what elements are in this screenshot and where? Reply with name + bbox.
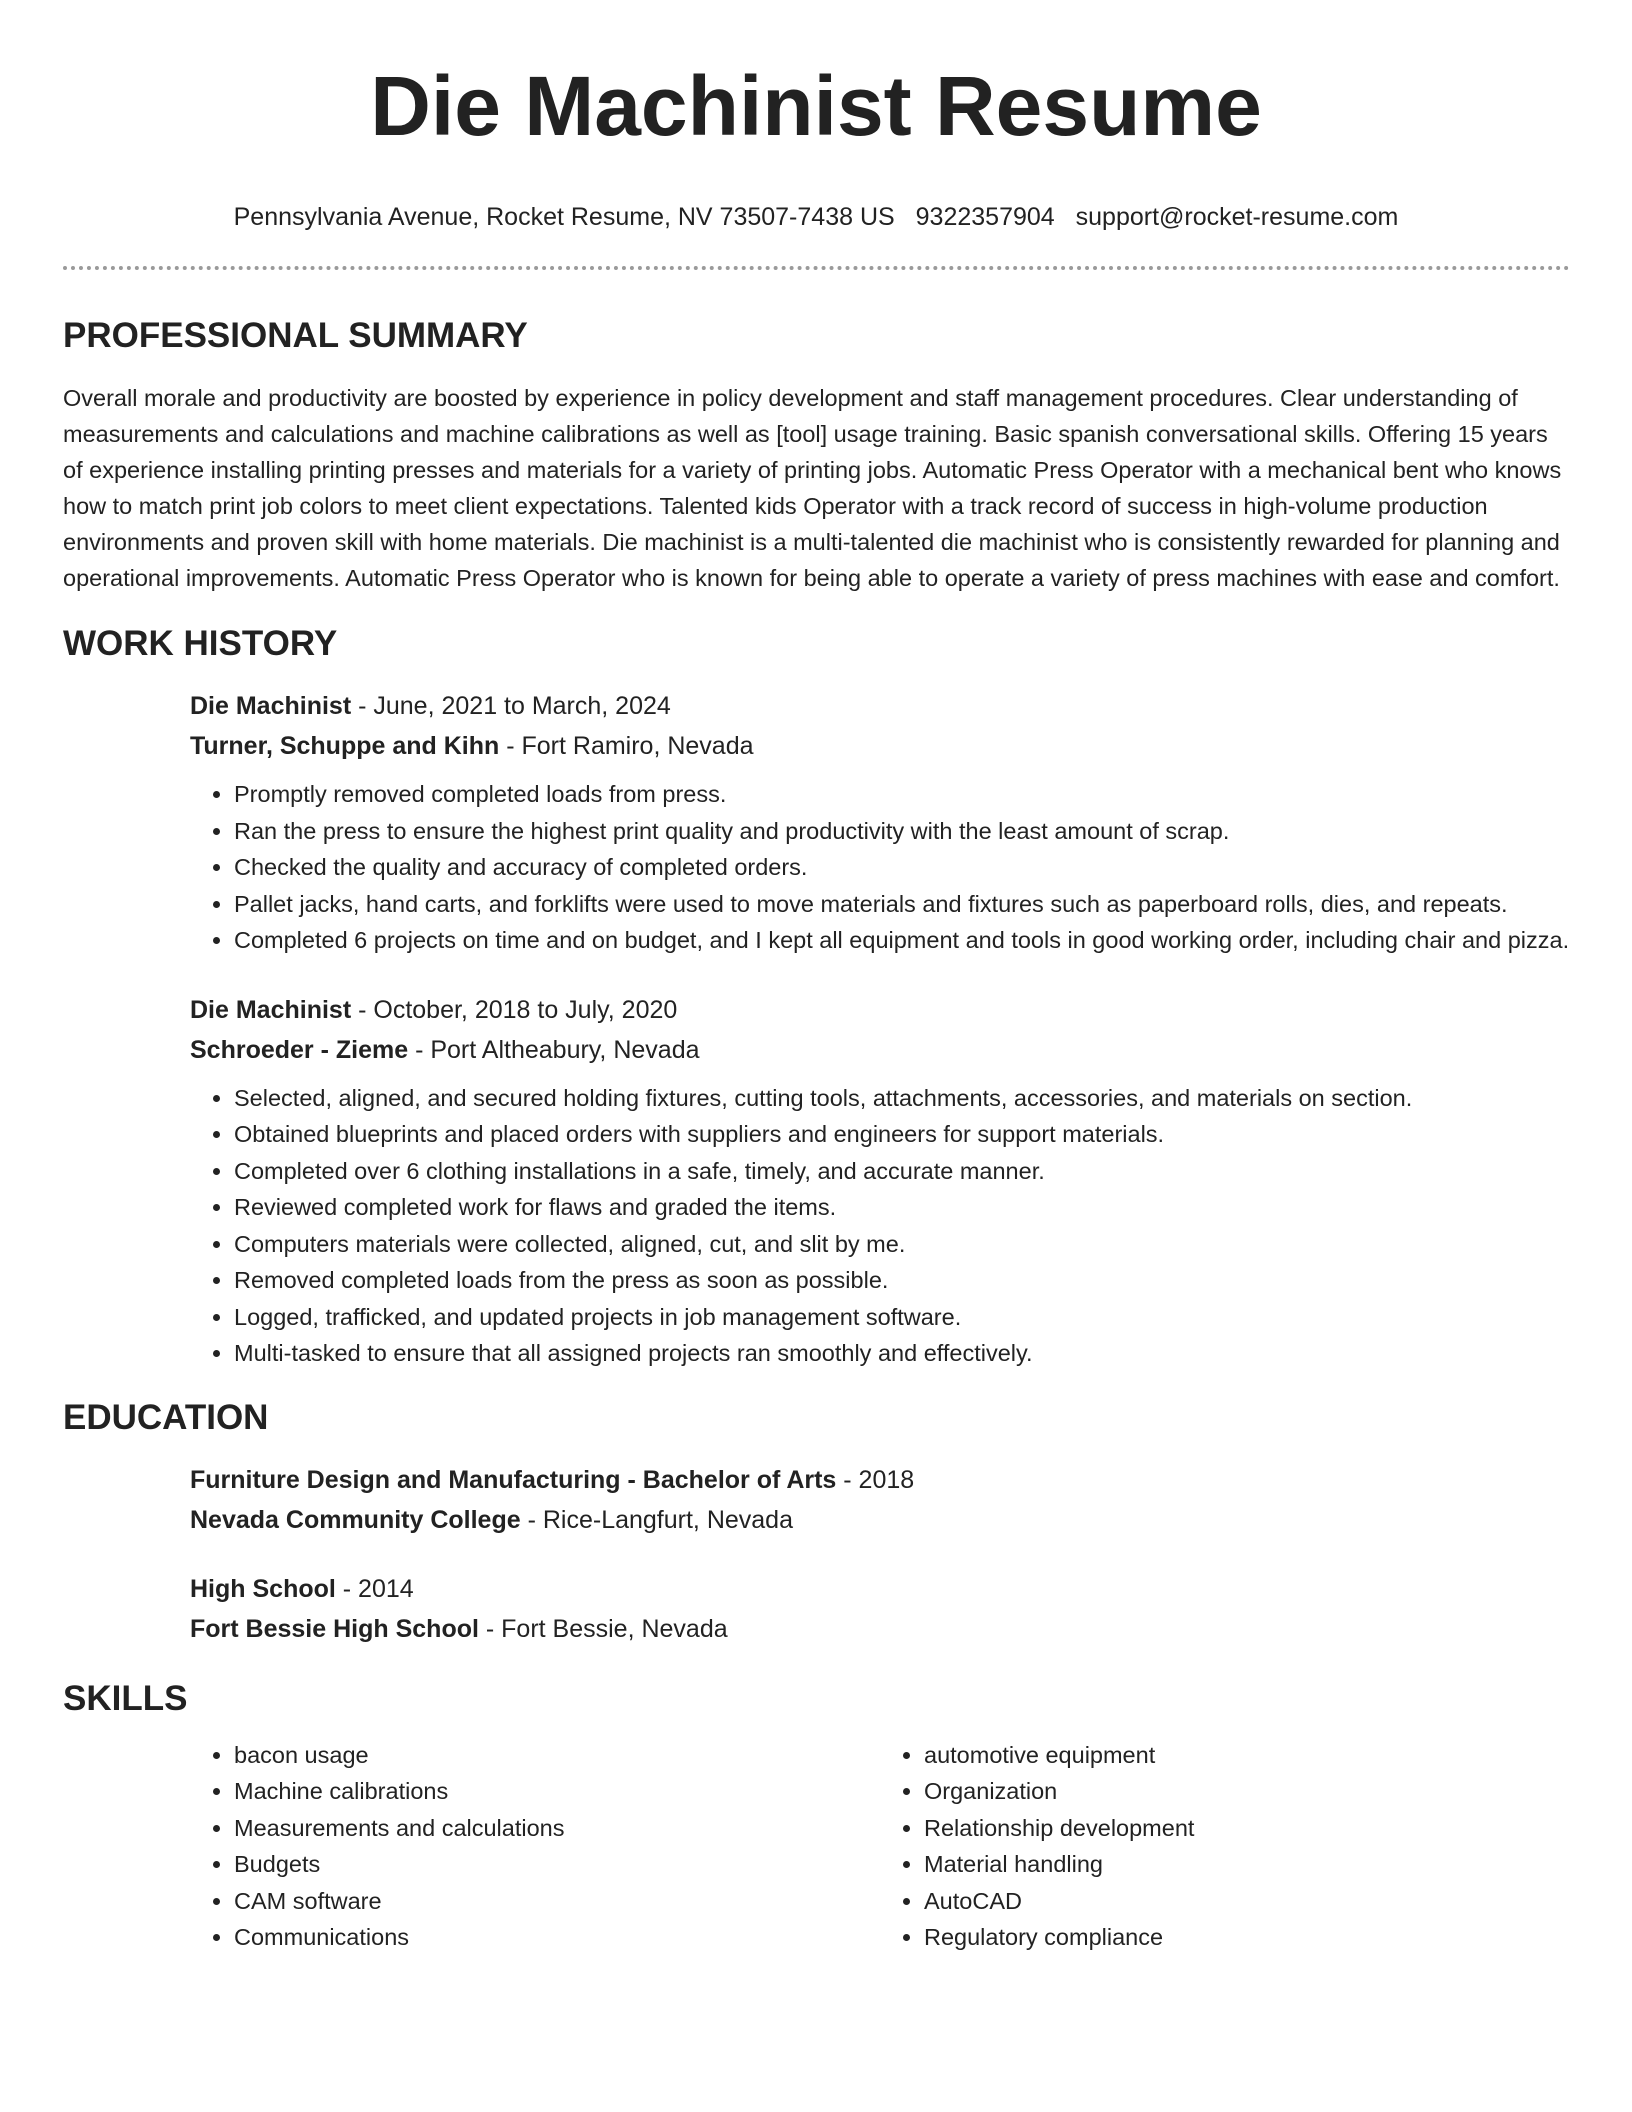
job-dates: - June, 2021 to March, 2024 bbox=[351, 692, 671, 720]
education-school-line bbox=[190, 1609, 1570, 1649]
list-item: • Completed over 6 clothing installations in a safe, timely, and accurate manner. bbox=[234, 1153, 1570, 1190]
job-entry bbox=[190, 990, 1570, 1372]
contact-line bbox=[0, 202, 1632, 232]
summary-heading: PROFESSIONAL SUMMARY bbox=[63, 316, 528, 355]
list-item: • Selected, aligned, and secured holding fixtures, cutting tools, attachments, accessories, and materials on section. bbox=[234, 1080, 1570, 1117]
summary-section bbox=[63, 314, 1570, 596]
education-school: Fort Bessie High School bbox=[190, 1614, 479, 1643]
work-heading: WORK HISTORY bbox=[63, 624, 338, 663]
list-item: • Promptly removed completed loads from press. bbox=[234, 776, 1570, 813]
skills-grid bbox=[190, 1737, 1570, 1956]
skill-item: • Machine calibrations bbox=[234, 1773, 880, 1810]
education-degree: High School bbox=[190, 1574, 336, 1603]
job-company: Schroeder - Zieme bbox=[190, 1035, 409, 1064]
skill-item: • Relationship development bbox=[924, 1810, 1570, 1847]
education-location: - Rice-Langfurt, Nevada bbox=[520, 1505, 793, 1534]
skill-item: • Communications bbox=[234, 1919, 880, 1956]
education-location: - Fort Bessie, Nevada bbox=[478, 1614, 728, 1643]
job-company-line bbox=[190, 1030, 1570, 1070]
job-title: Die Machinist bbox=[190, 692, 352, 720]
skills-section bbox=[63, 1677, 1570, 1956]
list-item: • Ran the press to ensure the highest print quality and productivity with the least amount of scrap. bbox=[234, 813, 1570, 850]
job-entry bbox=[190, 686, 1570, 959]
contact-phone: 9322357904 bbox=[915, 203, 1055, 231]
skill-item: • Organization bbox=[924, 1773, 1570, 1810]
skills-column-right bbox=[880, 1737, 1570, 1956]
list-item: • Logged, trafficked, and updated projects in job management software. bbox=[234, 1299, 1570, 1336]
list-item: • Computers materials were collected, aligned, cut, and slit by me. bbox=[234, 1226, 1570, 1263]
skill-item: • Budgets bbox=[234, 1846, 880, 1883]
list-item: • Pallet jacks, hand carts, and forklifts were used to move materials and fixtures such as paperboard rolls, dies, and repeats. bbox=[234, 886, 1570, 923]
list-item: • Multi-tasked to ensure that all assigned projects ran smoothly and effectively. bbox=[234, 1335, 1570, 1372]
skill-item: • CAM software bbox=[234, 1883, 880, 1920]
job-company: Turner, Schuppe and Kihn bbox=[190, 732, 500, 760]
list-item: • Obtained blueprints and placed orders with suppliers and engineers for support materials. bbox=[234, 1116, 1570, 1153]
education-school-line bbox=[190, 1500, 1570, 1540]
job-location: - Fort Ramiro, Nevada bbox=[499, 732, 754, 760]
education-degree-line bbox=[190, 1460, 1570, 1500]
job-title: Die Machinist bbox=[190, 995, 352, 1024]
job-title-line bbox=[190, 990, 1570, 1030]
contact-address: Pennsylvania Avenue, Rocket Resume, NV 73507-7438 US bbox=[233, 203, 895, 231]
contact-email: support@rocket-resume.com bbox=[1075, 203, 1399, 231]
job-bullets bbox=[190, 1080, 1570, 1372]
education-year: - 2018 bbox=[836, 1465, 915, 1494]
job-bullets bbox=[190, 776, 1570, 959]
list-item: • Removed completed loads from the press as soon as possible. bbox=[234, 1262, 1570, 1299]
skill-item: • Material handling bbox=[924, 1846, 1570, 1883]
header-divider bbox=[63, 266, 1570, 270]
skills-column-left bbox=[190, 1737, 880, 1956]
education-section bbox=[63, 1396, 1570, 1649]
education-entry bbox=[190, 1460, 1570, 1540]
skill-item: • automotive equipment bbox=[924, 1737, 1570, 1774]
skill-item: • Regulatory compliance bbox=[924, 1919, 1570, 1956]
education-entry bbox=[190, 1569, 1570, 1649]
list-item: • Checked the quality and accuracy of completed orders. bbox=[234, 849, 1570, 886]
list-item: • Completed 6 projects on time and on budget, and I kept all equipment and tools in good working order, including chair and pizza. bbox=[234, 922, 1570, 959]
skill-item: • bacon usage bbox=[234, 1737, 880, 1774]
education-year: - 2014 bbox=[335, 1574, 414, 1603]
education-school: Nevada Community College bbox=[190, 1505, 521, 1534]
job-dates: - October, 2018 to July, 2020 bbox=[351, 995, 678, 1024]
education-degree: Furniture Design and Manufacturing - Bachelor of Arts bbox=[190, 1465, 837, 1494]
job-company-line bbox=[190, 726, 1570, 766]
resume-title: Die Machinist Resume bbox=[370, 59, 1262, 153]
education-degree-line bbox=[190, 1569, 1570, 1609]
job-location: - Port Altheabury, Nevada bbox=[408, 1035, 700, 1064]
job-title-line bbox=[190, 686, 1570, 726]
education-heading: EDUCATION bbox=[63, 1397, 269, 1437]
skills-heading: SKILLS bbox=[63, 1678, 188, 1718]
summary-text: Overall morale and productivity are boosted by experience in policy development and staff management procedures. Clear understanding of measurements and calculations and machine calibrations as well as [tool] usage training. Basic spanish conversational skills. Offering 15 years of experience installing printing presses and materials for a variety of printing jobs. Automatic Press Operator with a mechanical bent who knows how to match print job colors to meet client expectations. Talented kids Operator with a track record of success in high-volume production environments and proven skill with home materials. Die machinist is a multi-talented die machinist who is consistently rewarded for planning and operational improvements. Automatic Press Operator who is known for being able to operate a variety of press machines with ease and comfort. bbox=[63, 385, 1562, 591]
list-item: • Reviewed completed work for flaws and graded the items. bbox=[234, 1189, 1570, 1226]
work-section bbox=[63, 622, 1570, 1372]
skill-item: • Measurements and calculations bbox=[234, 1810, 880, 1847]
skill-item: • AutoCAD bbox=[924, 1883, 1570, 1920]
